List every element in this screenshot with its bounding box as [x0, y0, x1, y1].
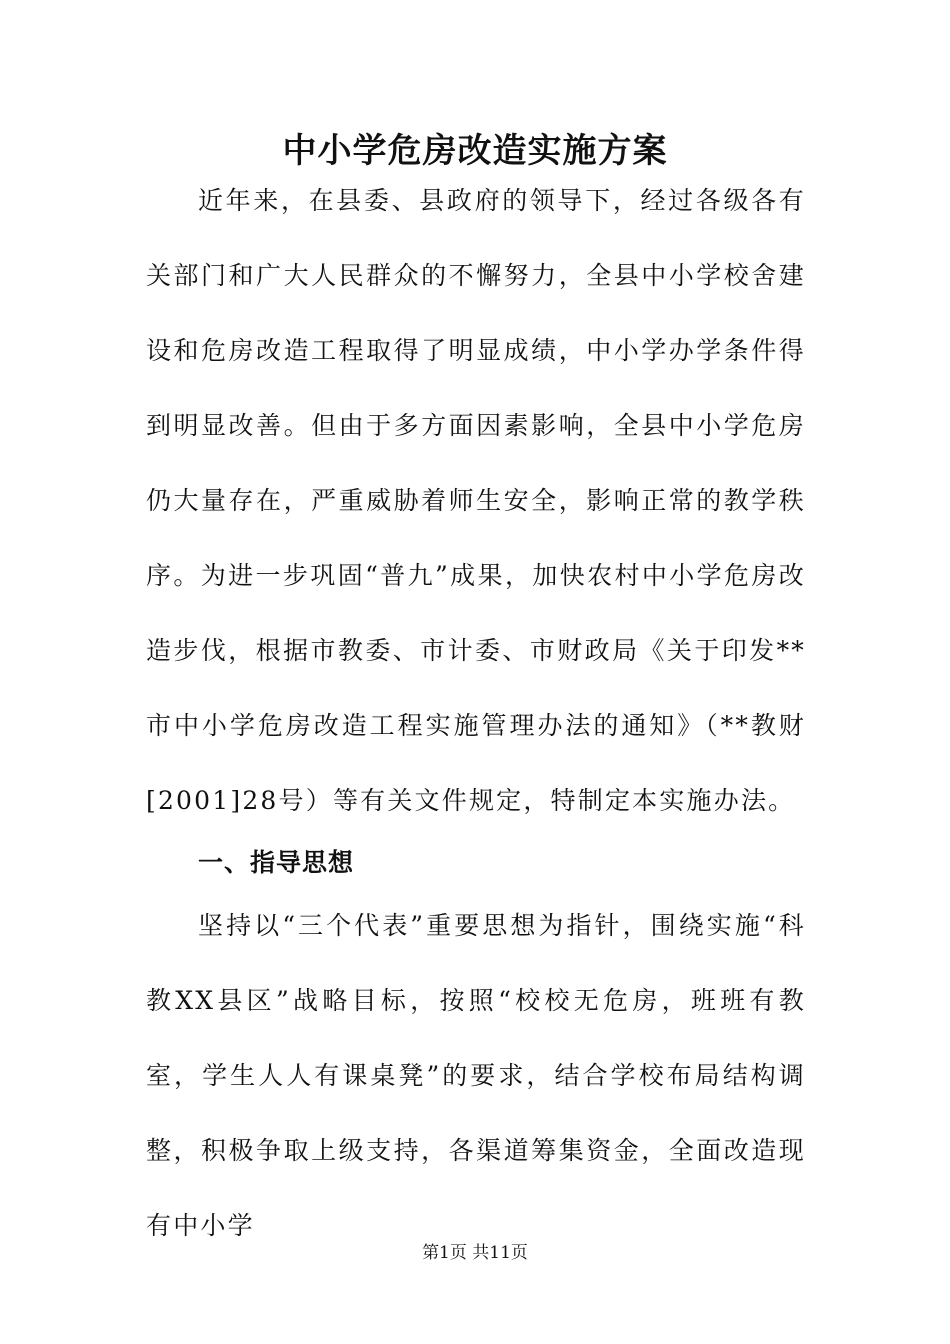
- page-number-footer: 第1页 共11页: [422, 1243, 528, 1263]
- guiding-ideology-paragraph: 坚持以“三个代表”重要思想为指针，围绕实施“科教XX县区”战略目标，按照“校校无危房，班班有教室，学生人人有课桌凳”的要求，结合学校布局结构调整，积极争取上级支持，各渠道筹集资金，全面改造现有中小学: [146, 911, 806, 1240]
- section-heading: 一、指导思想: [198, 848, 355, 877]
- document-title: 中小学危房改造实施方案: [282, 131, 668, 171]
- intro-paragraph: 近年来，在县委、县政府的领导下，经过各级各有关部门和广大人民群众的不懈努力，全县中小学校舍建设和危房改造工程取得了明显成绩，中小学办学条件得到明显改善。但由于多方面因素影响，全县中小学危房仍大量存在，严重威胁着师生安全，影响正常的教学秩序。为进一步巩固“普九”成果，加快农村中小学危房改造步伐，根据市教委、市计委、市财政局《关于印发**市中小学危房改造工程实施管理办法的通知》（**教财[2001]28号）等有关文件规定，特制定本实施办法。: [146, 186, 806, 815]
